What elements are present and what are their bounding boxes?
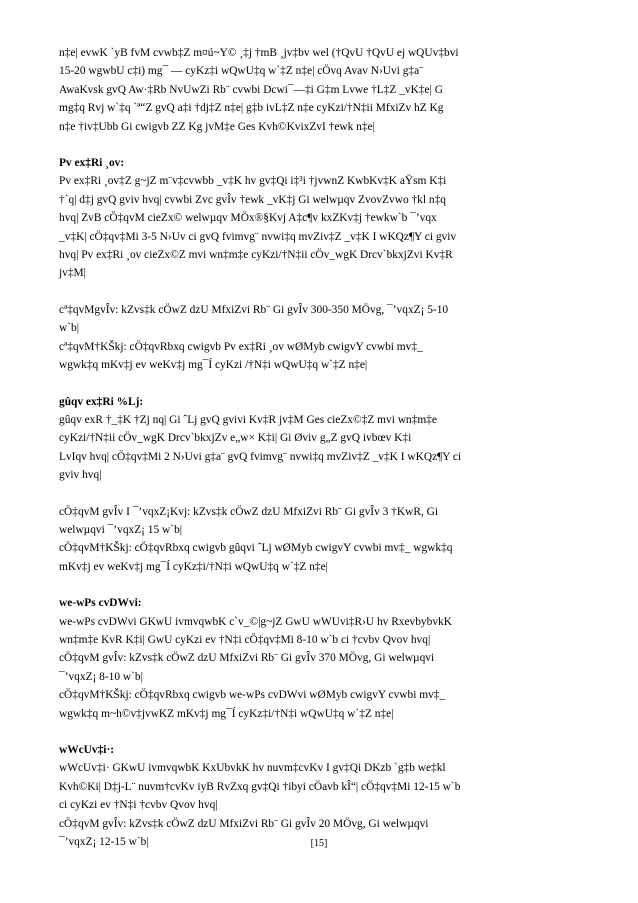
page-number: [15] [310,838,328,849]
section-body-dipterex: wWcUv‡i· GKwU ivmvqwbK KxUbvkK hv nuvm‡cvKv I gv‡Qi DKzb `g‡b we‡kl Kvh©Ki| D‡j-L¨ nuvm†cvKv iyB RvZxq gv‡Qi †ibyi cÖavb kÎ“| cÖ‡qv‡Mi 12-15 w`b ci cyKzi ev †N‡i †cvbv Qvov hvq| cÖ‡qvM gvÎv: kZvs‡k cÖwZ dzU MfxiZvi Rb¨ Gi gvÎv 20 MÖvg, Gi welwµqvi ¯’vqxZ¡ 12-15 w`b| [59,762,461,849]
section-heading-tea-seed: Pv ex‡Ri ¸ov: [59,157,125,170]
section-body-mahua-cake: gûqv exR †_‡K †Zj nq| Gi ˆLj gvQ gvivi Kv‡R jv‡M Ges cieZx©‡Z mvi wn‡m‡e cyKzi/†N‡ii cÖv_wgK Drcv`bkxjZv e„w× K‡i| Gi Øviv g„Z gvQ ivbœv K‡i LvIqv hvq| cÖ‡qv‡Mi 2 N›Uvi g‡a¨ gvQ fvimvg¨ nvwi‡q mvZiv‡Z _v‡K I wKQz¶Y ci gviv hvq| [59,413,462,482]
section-heading-mahua-cake: gûqv ex‡Ri %Lj: [59,395,144,408]
section-heading-bleaching-powder: we-wPs cvDWvi: [59,597,142,610]
section-body-bleaching-powder: we-wPs cvDWvi GKwU ivmvqwbK c`v_©|g~jZ GwU wWUvi‡R›U hv RxevbybvkK wn‡m‡e KvR K‡i| GwU cyKzi ev †N‡i cÖ‡qv‡Mi 8-10 w`b ci †cvbv Qvov hvq| cÖ‡qvM gvÎv: kZvs‡k cÖwZ dzU MfxiZvi Rb¨ Gi gvÎv 370 MÖvg, Gi welwµqvi ¯’vqxZ¡ 8-10 w`b| cÖ‡qvM†KŠkj: cÖ‡qvRbxq cwigvb we-wPs cvDWvi wØMyb cwigvY cvwbi mv‡_ wgwk‡q m~h©v‡jvwKZ mKv‡j mg¯Í cyKz‡i/†N‡i wQwU‡q w`‡Z n‡e| [59,615,452,720]
method-paragraph-mahua-cake: cÖ‡qvM†KŠkj: cÖ‡qvRbxq cwigvb gûqvi ˆLj wØMyb cwigvY cvwbi mv‡_ wgwk‡q mKv‡j ev weKv‡j mg¯Í cyKz‡i/†N‡i wQwU‡q w`‡Z n‡e| [59,542,453,573]
section-body-tea-seed: Pv ex‡Ri ¸ov‡Z g~jZ m¨v‡cvwbb _v‡K hv gv‡Qi i‡³i †jvwnZ KwbKv‡K aŸsm K‡i †`q| d‡j gvQ gviv hvq| cvwbi Zvc gvÎv †ewk _vK‡j Gi welwµqv ZvovZvwo †kl n‡q hvq| ZvB cÖ‡qvM cieZx© welwµqv MÖx®§Kvj A‡c¶v kxZKv‡j †ewkw`b ¯’vqx _v‡K| cÖ‡qv‡Mi 3-5 N›Uv ci gvQ fvimvg¨ nvwi‡q mvZiv‡Z _v‡K I wKQz¶Y ci gviv hvq| Pv ex‡Ri ¸ov cieZx©Z mvi wn‡m‡e cyKzi/†N‡ii cÖv_wgK Drcv`bkxjZvi Kv‡R jv‡M| [59,175,457,280]
section-heading-dipterex: wWcUv‡i·: [59,744,115,756]
document-page [59,44,587,851]
intro-paragraph: n‡e| evwK `yB fvM cvwb‡Z m¤ú~Y© ¸‡j †mB ¸jv‡bv wel (†QvU †QvU ej wQUv‡bvi 15-20 wgwbU c‡i) mg¯ — cyKz‡i wQwU‡q w`‡Z n‡e| cÖvq Avav N›Uvi g‡a¨ AwaKvsk gvQ Aw·‡Rb NvUwZi Rb¨ cvwbi Dcwi¯—‡i G‡m Lvwe †L‡Z _vK‡e| G mg‡q Rvj w`‡q `ª“Z gvQ a‡i †dj‡Z n‡e| g‡b ivL‡Z n‡e cyKzi/†N‡ii MfxiZv hZ Kg n‡e †iv‡Ubb Gi cwigvb ZZ Kg jvM‡e Ges Kvh©KvixZvI †ewk n‡e| [59,47,459,133]
method-paragraph-tea-seed: cª‡qvM†KŠkj: cÖ‡qvRbxq cwigvb Pv ex‡Ri ¸ov wØMyb cwigvY cvwbi mv‡_ wgwk‡q mKv‡j ev weKv‡j mg¯Í cyKzi /†N‡i wQwU‡q w`‡Z n‡e| [59,340,423,372]
dosage-paragraph-tea-seed: cª‡qvMgvÎv: kZvs‡k cÖwZ dzU MfxiZvi Rb¨ Gi gvÎv 300-350 MÖvg, ¯’vqxZ¡ 5-10 w`b| [59,303,449,335]
dosage-paragraph-mahua-cake: cÖ‡qvM gvÎv I ¯’vqxZ¡Kvj: kZvs‡k cÖwZ dzU MfxiZvi Rb¨ Gi gvÎv 3 †KwR, Gi welwµqvi ¯’vqxZ¡ 15 w`b| [59,505,439,536]
